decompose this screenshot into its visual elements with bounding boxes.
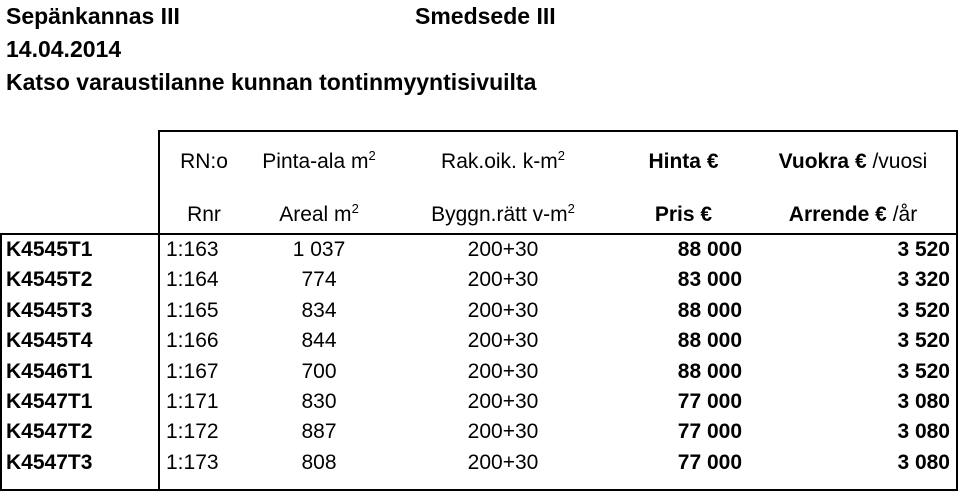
table-cell-area: 844 xyxy=(301,329,337,353)
euro-icon: € xyxy=(854,150,867,173)
table-cell-area: 1 037 xyxy=(292,238,346,261)
table-cell-id: K4547T2 xyxy=(6,420,93,444)
table-cell-id: K4545T1 xyxy=(6,238,93,261)
table-cell-id: K4545T3 xyxy=(6,298,93,322)
table-top-border xyxy=(158,130,958,132)
col-header-rn-fi: RN:o xyxy=(180,150,228,173)
table-cell-id: K4547T1 xyxy=(6,390,93,413)
table-cell-rent: 3 080 xyxy=(897,420,950,444)
reservation-note: Katso varaustilanne kunnan tontinmyyntisivuilta xyxy=(6,69,537,95)
table-right-border xyxy=(956,130,958,491)
table-left-border xyxy=(0,233,2,491)
table-cell-rent: 3 080 xyxy=(897,450,950,474)
col-divider xyxy=(158,130,160,491)
table-cell-price: 83 000 xyxy=(677,268,742,292)
table-cell-rent: 3 320 xyxy=(897,268,950,292)
table-cell-build: 200+30 xyxy=(467,329,539,353)
table-cell-rn: 1:164 xyxy=(166,268,219,292)
col-header-rn-sv: Rnr xyxy=(187,203,221,226)
table-cell-area: 774 xyxy=(301,268,337,292)
table-cell-price: 88 000 xyxy=(677,359,742,383)
table-cell-build: 200+30 xyxy=(467,359,539,383)
table-cell-rent: 3 520 xyxy=(897,359,950,383)
table-cell-price: 88 000 xyxy=(677,238,742,261)
table-cell-price: 77 000 xyxy=(677,450,742,474)
table-cell-rent: 3 520 xyxy=(897,329,950,353)
euro-icon: € xyxy=(875,203,887,226)
table-cell-build: 200+30 xyxy=(467,298,539,322)
table-cell-id: K4547T3 xyxy=(6,450,93,474)
table-cell-rn: 1:172 xyxy=(166,420,219,444)
euro-icon: € xyxy=(706,150,719,173)
table-cell-rn: 1:163 xyxy=(166,238,219,261)
table-cell-build: 200+30 xyxy=(467,390,539,413)
table-cell-id: K4546T1 xyxy=(6,359,93,383)
table-cell-build: 200+30 xyxy=(467,268,539,292)
table-cell-area: 700 xyxy=(301,359,337,383)
col-header-build-fi: Rak.oik. $k-m^2$ xyxy=(441,148,565,173)
page-title-swedish: Smedsede III xyxy=(415,3,556,29)
table-cell-id: K4545T4 xyxy=(6,329,93,353)
col-header-build-sv: Byggn.rätt $v-m^2$ xyxy=(431,201,575,226)
col-header-area-sv: Areal $m^2$ xyxy=(279,201,359,226)
table-cell-rn: 1:167 xyxy=(166,359,219,383)
euro-icon: € xyxy=(700,203,713,226)
table-cell-rn: 1:165 xyxy=(166,298,219,322)
table-cell-price: 77 000 xyxy=(677,390,742,413)
table-cell-rent: 3 080 xyxy=(897,390,950,413)
table-cell-price: 88 000 xyxy=(677,329,742,353)
table-cell-rn: 1:171 xyxy=(166,390,219,413)
table-cell-build: 200+30 xyxy=(467,420,539,444)
page-title: Sepänkannas III xyxy=(6,3,180,29)
table-cell-price: 88 000 xyxy=(677,298,742,322)
table-cell-area: 887 xyxy=(301,420,337,444)
col-header-price-fi: Hinta € xyxy=(648,150,719,173)
table-cell-area: 834 xyxy=(301,298,337,322)
header-bottom-border xyxy=(0,233,958,235)
table-cell-rent: 3 520 xyxy=(897,238,950,261)
col-header-rent-fi: Vuokra € /vuosi xyxy=(778,150,928,173)
col-header-rent-sv: Arrende € /år xyxy=(788,203,918,226)
table-cell-rent: 3 520 xyxy=(897,298,950,322)
table-cell-price: 77 000 xyxy=(677,420,742,444)
table-cell-area: 808 xyxy=(301,450,337,474)
table-cell-build: 200+30 xyxy=(467,450,539,474)
table-cell-rn: 1:173 xyxy=(166,450,219,474)
table-bottom-border xyxy=(0,489,958,491)
table-cell-area: 830 xyxy=(301,390,337,413)
col-header-price-sv: Pris € xyxy=(654,203,713,226)
col-header-area-fi: Pinta-ala $m^2$ xyxy=(262,148,376,173)
table-cell-rn: 1:166 xyxy=(166,329,219,353)
table-cell-build: 200+30 xyxy=(467,238,539,261)
date-label: 14.04.2014 xyxy=(6,36,122,62)
table-cell-id: K4545T2 xyxy=(6,268,93,292)
